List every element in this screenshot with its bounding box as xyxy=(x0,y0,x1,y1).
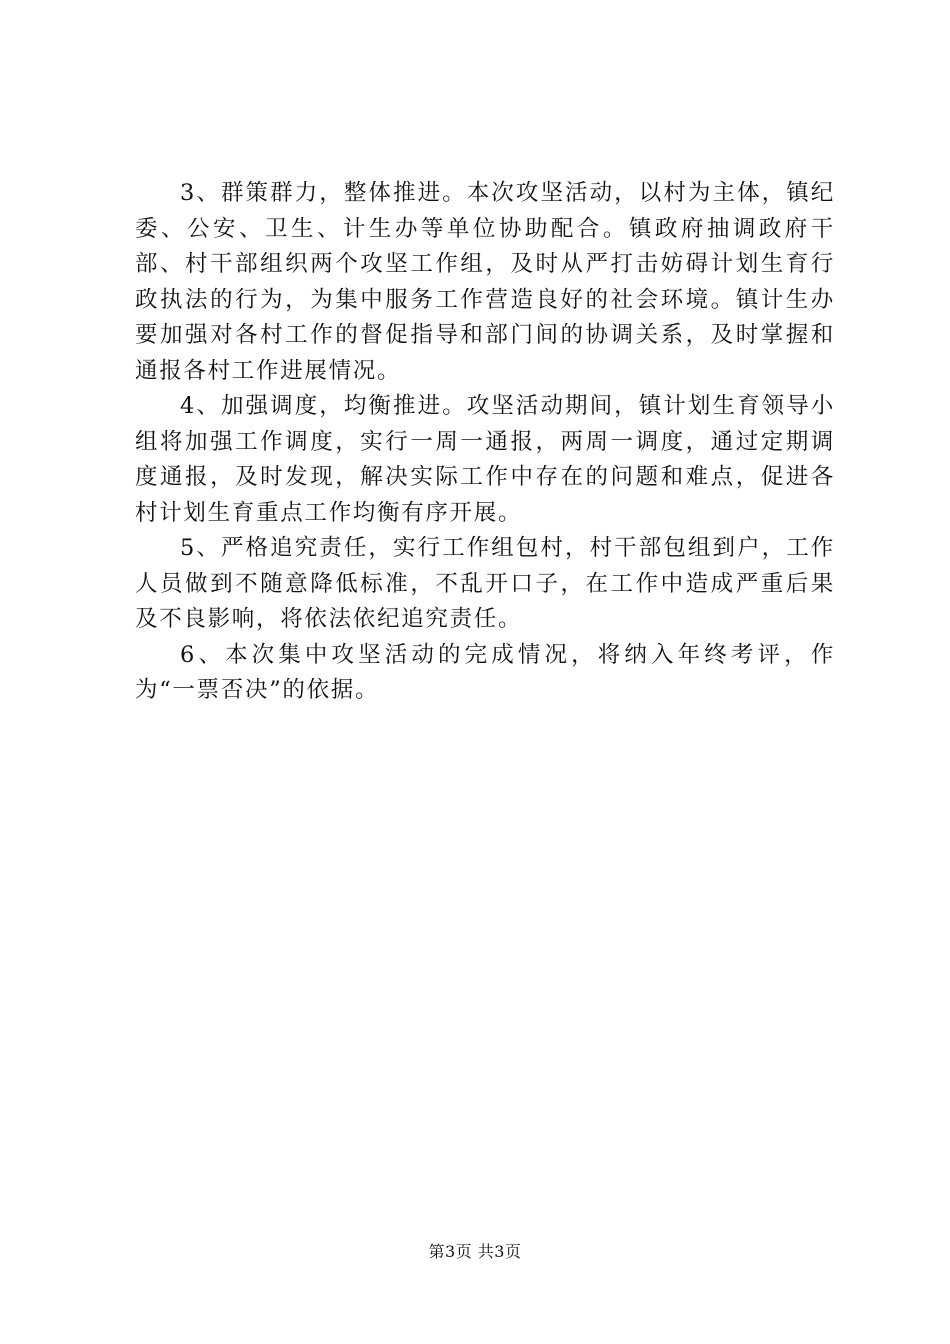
page-number-label: 第3页 共3页 xyxy=(428,1242,522,1261)
paragraph-item-6: 6、本次集中攻坚活动的完成情况，将纳入年终考评，作为“一票否决”的依据。 xyxy=(135,641,835,703)
document-body xyxy=(135,176,835,709)
paragraph-item-3: 3、群策群力，整体推进。本次攻坚活动，以村为主体，镇纪委、公安、卫生、计生办等单位协助配合。镇政府抽调政府干部、村干部组织两个攻坚工作组，及时从严打击妨碍计划生育行政执法的行为，为集中服务工作营造良好的社会环境。镇计生办要加强对各村工作的督促指导和部门间的协调关系，及时掌握和通报各村工作进展情况。 xyxy=(135,180,835,384)
paragraph-item-5: 5、严格追究责任，实行工作组包村，村干部包组到户，工作人员做到不随意降低标准，不乱开口子，在工作中造成严重后果及不良影响，将依法依纪追究责任。 xyxy=(135,535,835,632)
page-footer xyxy=(0,1242,950,1262)
paragraph-item-4: 4、加强调度，均衡推进。攻坚活动期间，镇计划生育领导小组将加强工作调度，实行一周一通报，两周一调度，通过定期调度通报，及时发现，解决实际工作中存在的问题和难点，促进各村计划生育重点工作均衡有序开展。 xyxy=(135,393,835,526)
